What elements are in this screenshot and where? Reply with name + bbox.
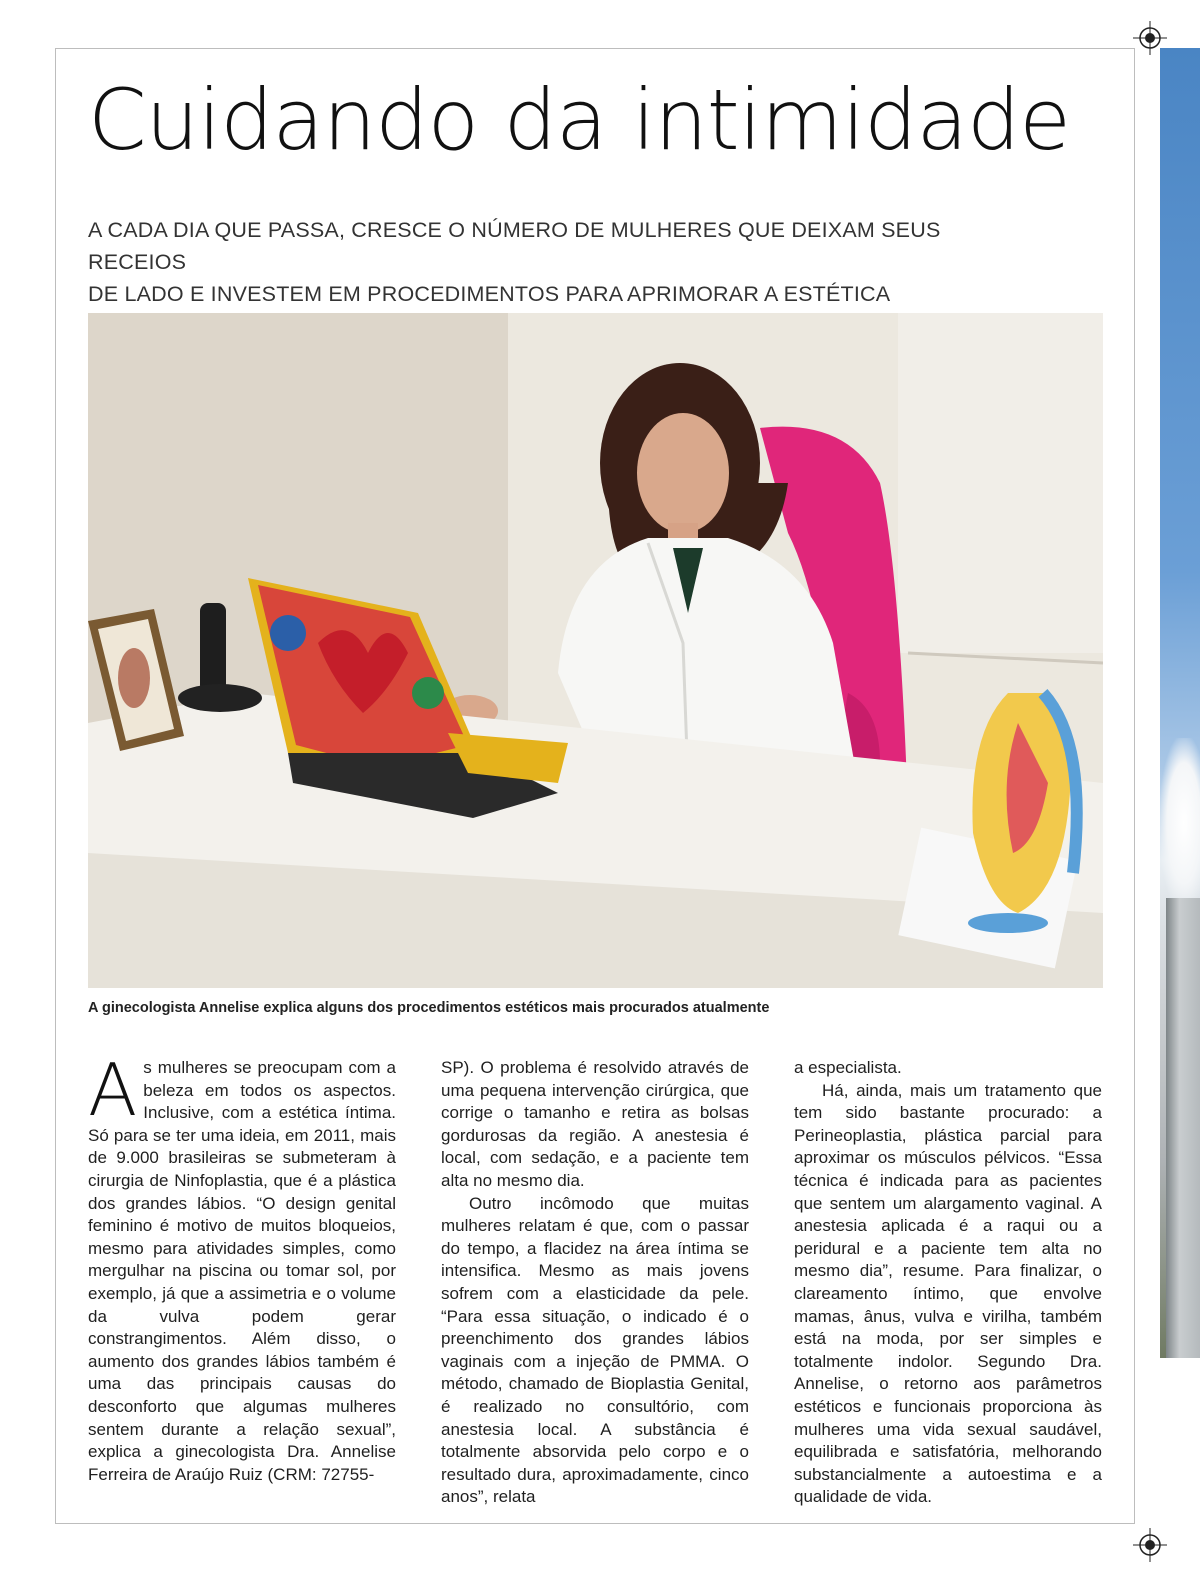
registration-mark-icon (1133, 1528, 1167, 1562)
body-paragraph: Outro incômodo que muitas mulheres relatam é que, com o passar do tempo, a flacidez na área íntima se intensifica. Mesmo as mais jovens sofrem com a elasticidade da pele. “Para essa situação, o indicado é o preenchimento dos grandes lábios vaginais com a injeção de PMMA. O método, chamado de Bioplastia Genital, é realizado no consultório, com anestesia local. A substância é totalmente absorvida pelo corpo e o resultado dura, aproximadamente, cinco anos”, relata (441, 1193, 749, 1507)
article-headline: Cuidando da intimidade (88, 71, 1070, 169)
body-column-1 (88, 1048, 396, 1509)
body-column-3 (794, 1057, 1102, 1509)
body-paragraph: SP). O problema é resolvido através de uma pequena intervenção cirúrgica, que corrige o tamanho e retira as bolsas gordurosas da região. A anestesia é local, com sedação, e a paciente tem alta no mesmo dia. (441, 1058, 749, 1190)
subhead-line-1: A CADA DIA QUE PASSA, CRESCE O NÚMERO DE MULHERES QUE DEIXAM SEUS RECEIOS (88, 218, 941, 274)
photo-caption: A ginecologista Annelise explica alguns dos procedimentos estéticos mais procurados atualmente (88, 1000, 770, 1016)
body-column-2 (441, 1057, 749, 1509)
drop-cap: A (88, 1048, 138, 1132)
body-paragraph: a especialista. (794, 1058, 902, 1077)
article-photo (88, 313, 1103, 988)
adjacent-page-edge (1160, 48, 1200, 1358)
article-body (88, 1048, 1103, 1509)
body-paragraph: s mulheres se preocupam com a beleza em todos os aspectos. Inclusive, com a estética íntima. Só para se ter uma ideia, em 2011, mais de 9.000 brasileiras se submeteram à cirurgia de Ninfoplastia, que é a plástica dos grandes lábios. “O design genital feminino é motivo de muitos bloqueios, mesmo para atividades simples, como mergulhar na piscina ou tomar sol, por exemplo, já que a assimetria e o volume da vulva podem gerar constrangimentos. Além disso, o aumento dos grandes lábios também é uma das principais causas do desconforto que algumas mulheres sentem durante a relação sexual”, explica a ginecologista Dra. Annelise Ferreira de Araújo Ruiz (CRM: 72755- (88, 1058, 396, 1484)
subhead-line-2: DE LADO E INVESTEM EM PROCEDIMENTOS PARA APRIMORAR A ESTÉTICA (88, 282, 890, 306)
body-paragraph: Há, ainda, mais um tratamento que tem sido bastante procurado: a Perineoplastia, plástica parcial para aproximar os músculos pélvicos. “Essa técnica é indicada para as pacientes que sentem um alargamento vaginal. A anestesia aplicada é a raqui ou a peridural e a paciente tem alta no mesmo dia”, resume. Para finalizar, o clareamento íntimo, que envolve mamas, ânus, vulva e virilha, também está na moda, por ser simples e totalmente indolor. Segundo Dra. Annelise, o retorno aos parâmetros estéticos e funcionais proporciona às mulheres uma vida sexual saudável, equilibrada e satisfatória, melhorando substancialmente a autoestima e a qualidade de vida. (794, 1080, 1102, 1507)
